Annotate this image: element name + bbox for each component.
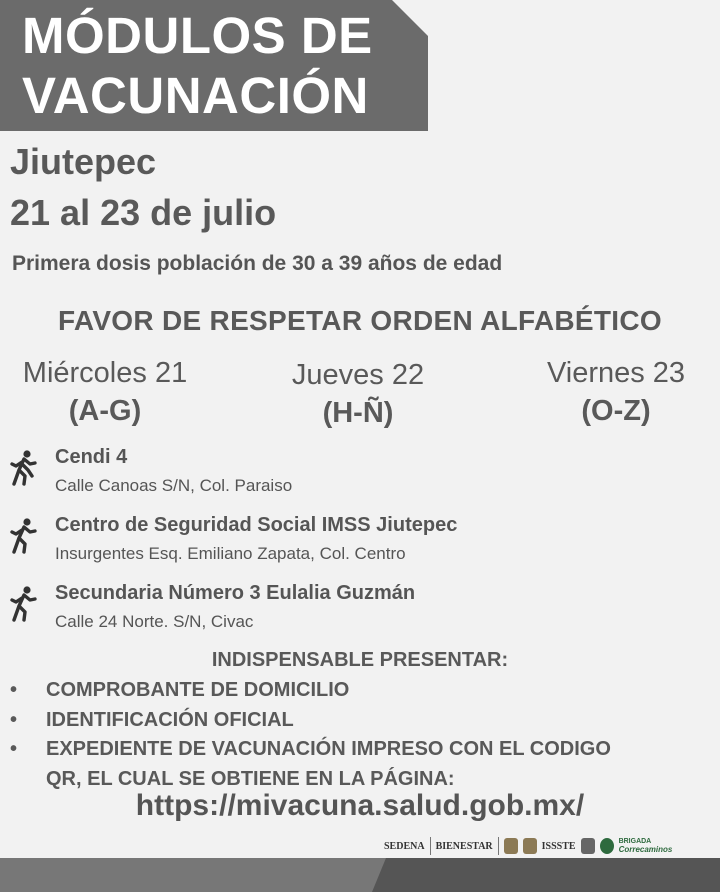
requirements-title: INDISPENSABLE PRESENTAR: <box>211 649 509 671</box>
dose-subtitle: Primera dosis población de 30 a 39 años de edad <box>12 252 503 275</box>
list-item <box>0 706 720 736</box>
brigada-logo-line2: Correcaminos <box>618 845 673 854</box>
walking-person-icon <box>8 450 38 486</box>
day-name: Viernes 23 <box>546 357 686 389</box>
divider <box>430 837 431 855</box>
sedena-logo: SEDENA <box>384 840 425 852</box>
banner-title-line1: MÓDULOS DE <box>22 7 373 64</box>
bullet: • <box>10 679 18 701</box>
brigada-emblem-icon <box>600 838 614 854</box>
requirements-list <box>0 676 720 794</box>
bullet: • <box>10 708 18 731</box>
city-heading: Jiutepec <box>10 141 157 182</box>
walking-person-icon <box>8 586 38 622</box>
brigada-logo <box>619 838 673 854</box>
brigada-logo-line1: BRIGADA <box>618 838 652 845</box>
day-column-3 <box>536 355 696 431</box>
state-emblem-icon <box>581 838 595 854</box>
requirement-text: IDENTIFICACIÓN OFICIAL <box>46 708 294 731</box>
banner-title-line2: VACUNACIÓN <box>22 67 369 124</box>
imss-emblem-icon <box>504 838 518 854</box>
issste-logo: ISSSTE <box>541 840 576 852</box>
site-name: Secundaria Número 3 Eulalia Guzmán <box>55 582 416 604</box>
issste-emblem-icon <box>523 838 537 854</box>
site-address: Calle 24 Norte. S/N, Civac <box>55 612 254 631</box>
day-letter-range: (H-Ñ) <box>322 397 394 429</box>
site-address: Insurgentes Esq. Emiliano Zapata, Col. Centro <box>55 544 406 563</box>
bienestar-logo: BIENESTAR <box>435 840 493 852</box>
sponsor-logos <box>384 832 720 860</box>
dates-heading: 21 al 23 de julio <box>10 192 277 233</box>
requirement-text: EXPEDIENTE DE VACUNACIÓN IMPRESO CON EL CODIGO QR, EL CUAL SE OBTIENE EN LA PÁGINA: <box>46 738 611 790</box>
site-name: Cendi 4 <box>55 446 128 468</box>
list-item <box>0 735 720 794</box>
requirement-text: COMPROBANTE DE DOMICILIO <box>46 679 350 701</box>
footer-bar-accent <box>372 858 720 892</box>
day-name: Jueves 22 <box>291 359 425 391</box>
divider <box>498 837 499 855</box>
day-name: Miércoles 21 <box>22 357 188 389</box>
alphabetical-order-notice: FAVOR DE RESPETAR ORDEN ALFABÉTICO <box>58 305 662 336</box>
day-column-1 <box>10 355 200 431</box>
vaccination-url-link[interactable]: https://mivacuna.salud.gob.mx/ <box>135 789 585 822</box>
banner-title <box>22 6 422 126</box>
day-letter-range: (A-G) <box>68 395 142 427</box>
list-item <box>0 676 720 706</box>
bullet: • <box>10 738 18 760</box>
site-name: Centro de Seguridad Social IMSS Jiutepec <box>55 514 458 536</box>
site-address: Calle Canoas S/N, Col. Paraiso <box>55 476 293 495</box>
day-letter-range: (O-Z) <box>581 395 651 427</box>
walking-person-icon <box>8 518 38 554</box>
day-column-2 <box>282 357 434 433</box>
